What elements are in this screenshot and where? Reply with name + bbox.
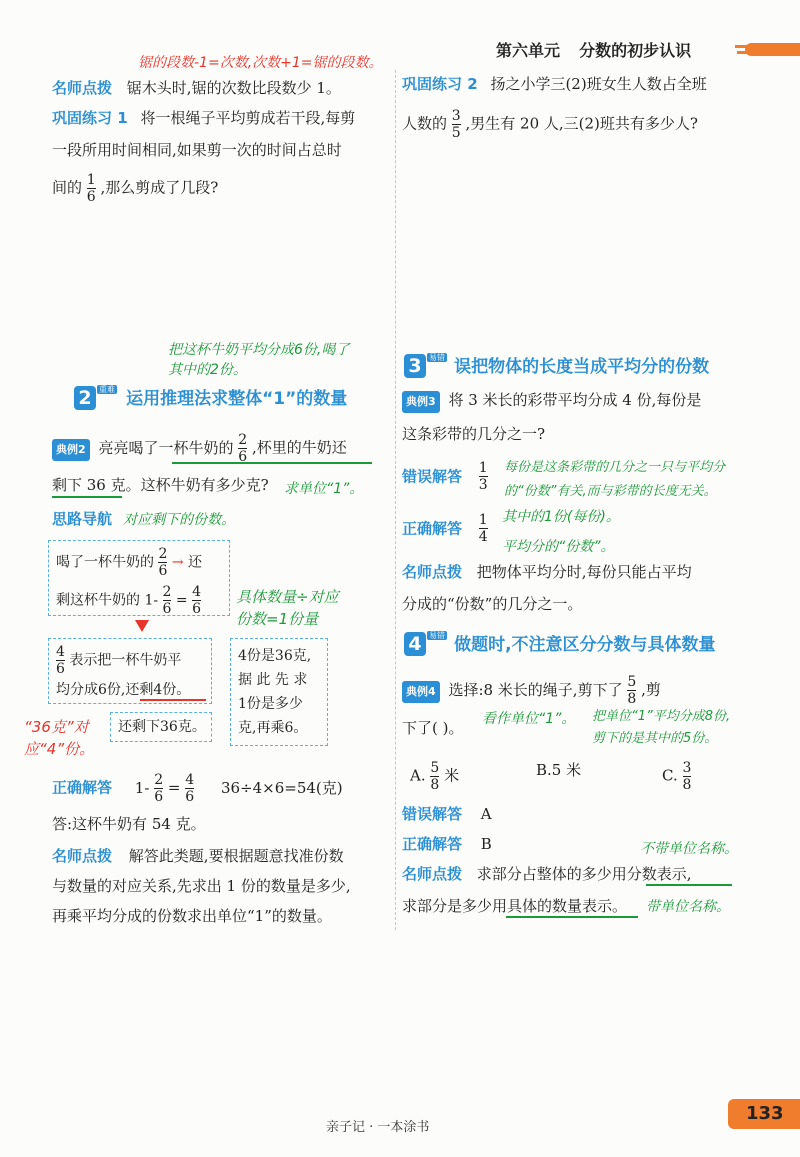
text: ,杯里的牛奶还 — [251, 438, 347, 457]
think-label: 思路导航 — [52, 510, 113, 528]
fraction — [56, 644, 65, 677]
handwritten-note-right1: 其中的1份(每份)。 — [502, 509, 620, 525]
fraction — [627, 674, 636, 707]
handwritten-note-formula — [236, 586, 339, 630]
tip-label: 名师点拨 — [402, 563, 463, 581]
denominator: 6 — [56, 661, 65, 677]
underline — [506, 916, 638, 918]
equals: = — [167, 778, 181, 797]
page-number — [728, 1099, 800, 1129]
text: 1- — [134, 778, 150, 797]
fraction — [192, 584, 201, 617]
example-2-line2: 剩下 36 克。这杯牛奶有多少克? — [52, 476, 269, 494]
text: “36克”对 — [24, 718, 89, 736]
wrong-answer-3 — [402, 460, 488, 493]
fraction — [154, 772, 163, 805]
box3-text: 还剩下36克。 — [118, 719, 206, 735]
section-title: 做题时,不注意区分分数与具体数量 — [454, 635, 716, 655]
page-number-text: 133 — [746, 1103, 784, 1124]
section-tag: 易错 — [429, 631, 445, 640]
text: 将 3 米长的彩带平均分成 4 份,每份是 — [448, 391, 702, 409]
tip-label: 名师点拨 — [402, 865, 463, 883]
handwritten-note-noname: 不带单位名称。 — [640, 841, 738, 857]
denominator: 8 — [430, 777, 440, 793]
underline — [140, 699, 206, 701]
answer-line: 答:这杯牛奶有 54 克。 — [52, 815, 206, 833]
tip-3-line2: 分成的“份数”的几分之一。 — [402, 595, 583, 613]
text: 每份是这条彩带的几分之一只与平均分 — [504, 460, 726, 475]
section-number: 4 — [404, 632, 426, 656]
numerator: 1 — [86, 172, 96, 188]
right-label: 正确解答 — [402, 835, 463, 853]
text: 据 此 先 求 — [238, 672, 308, 688]
tip-1 — [52, 78, 341, 98]
exercise-text: 将一根绳子平均剪成若干段,每剪 — [140, 109, 356, 127]
correct-answer — [52, 772, 343, 805]
handwritten-note-name: 带单位名称。 — [646, 899, 730, 915]
text: 喝了一杯牛奶的 — [56, 554, 154, 571]
handwritten-note-right2: 平均分的“份数”。 — [502, 539, 615, 555]
text: 人数的 — [402, 114, 448, 133]
text: 36÷4×6=54(克) — [220, 778, 343, 797]
tip-4-line1 — [402, 864, 692, 884]
denominator: 6 — [185, 789, 195, 805]
wrong-label: 错误解答 — [402, 805, 463, 823]
answer-value: B — [480, 835, 492, 853]
fraction — [683, 760, 692, 793]
box1-line1 — [56, 546, 202, 579]
example-4-line1 — [402, 674, 661, 707]
text: 扬之小学三(2)班女生人数占全班 — [490, 75, 707, 93]
denominator: 8 — [627, 691, 637, 707]
section-2-heading — [74, 384, 347, 410]
text: 的“份数”有关,而与彩带的长度无关。 — [504, 484, 717, 499]
fraction — [430, 760, 439, 793]
text: 4份是36克, — [238, 648, 312, 664]
denominator: 3 — [478, 477, 488, 493]
numerator: 2 — [158, 546, 168, 562]
example-3-line1 — [402, 390, 701, 413]
wrong-answer-4 — [402, 804, 492, 824]
denominator: 8 — [682, 777, 692, 793]
numerator: 4 — [185, 772, 195, 788]
denominator: 6 — [86, 189, 96, 205]
text: 把单位“1”平均分成8份, — [592, 709, 731, 724]
header-title: 分数的初步认识 — [579, 41, 692, 60]
numerator: 4 — [56, 644, 65, 660]
numerator: 2 — [238, 432, 248, 448]
right-answer-4 — [402, 834, 492, 854]
column-divider — [395, 70, 396, 930]
fraction — [163, 584, 172, 617]
numerator: 5 — [430, 760, 440, 776]
text: 间的 — [52, 178, 83, 197]
fraction — [158, 546, 167, 579]
text: 具体数量÷对应 — [236, 588, 339, 606]
underline — [52, 496, 122, 498]
text: 1份是多少 — [238, 696, 303, 712]
text: 份数=1份量 — [236, 610, 319, 628]
text: 克,再乘6。 — [238, 720, 308, 736]
box2-line1 — [56, 644, 181, 677]
fraction — [87, 172, 96, 205]
fraction — [479, 512, 488, 545]
arrow-right-icon: → — [171, 554, 184, 571]
section-number: 3 — [404, 354, 426, 378]
tip-text: 锯木头时,锯的次数比段数少 1。 — [126, 79, 341, 97]
text: 选择:8 米长的绳子,剪下了 — [448, 680, 623, 699]
text: A. — [410, 766, 426, 785]
text: 亮亮喝了一杯牛奶的 — [98, 438, 234, 457]
fraction — [479, 460, 488, 493]
numerator: 3 — [451, 108, 461, 124]
denominator: 6 — [238, 449, 248, 465]
text: 米 — [444, 766, 460, 785]
tip-label: 名师点拨 — [52, 79, 113, 97]
section-title: 运用推理法求整体“1”的数量 — [126, 389, 348, 409]
tip-2-line2: 与数量的对应关系,先求出 1 份的数量是多少, — [52, 877, 351, 895]
right-answer-3 — [402, 512, 488, 545]
handwritten-note: 锯的段数-1=次数,次数+1=锯的段数。 — [138, 55, 383, 71]
thinking-guide — [52, 508, 235, 529]
section-tag: 易错 — [429, 353, 445, 362]
denominator: 6 — [162, 601, 172, 617]
text: 求部分占整体的多少用分数表示, — [476, 865, 692, 883]
exercise-1-line2: 一段所用时间相同,如果剪一次的时间占总时 — [52, 141, 342, 159]
handwritten-note-sec2: 把这杯牛奶平均分成6份,喝了其中的2份。 — [168, 342, 350, 378]
handwritten-note-wrong — [504, 456, 725, 504]
example-3-line2: 这条彩带的几分之一? — [402, 425, 546, 443]
tip-label: 名师点拨 — [52, 847, 113, 865]
section-number: 2 — [74, 386, 96, 410]
numerator: 4 — [192, 584, 202, 600]
section-title: 误把物体的长度当成平均分的份数 — [454, 357, 710, 377]
section-4-heading — [404, 630, 716, 656]
box4-text — [238, 644, 311, 740]
exercise-2-line1 — [402, 74, 707, 94]
header-unit-title — [496, 38, 691, 61]
exercise-label: 巩固练习 2 — [402, 75, 478, 93]
arrow-down-icon — [135, 620, 149, 632]
text: ,那么剪成了几段? — [100, 178, 219, 197]
exercise-1-line1 — [52, 108, 355, 128]
numerator: 1 — [478, 512, 488, 528]
text: 把物体平均分时,每份只能占平均 — [476, 563, 692, 581]
example-2-line1 — [52, 432, 347, 465]
example-tag: 典例3 — [402, 391, 440, 413]
text: 解答此类题,要根据题意找准份数 — [128, 847, 344, 865]
denominator: 4 — [478, 529, 488, 545]
exercise-label: 巩固练习 1 — [52, 109, 128, 127]
box2-line2: 均分成6份,还剩4份。 — [56, 682, 191, 698]
exercise-1-line3 — [52, 172, 218, 205]
denominator: 5 — [451, 125, 461, 141]
tip-4-line2: 求部分是多少用具体的数量表示。 — [402, 897, 628, 915]
header-decoration — [735, 38, 800, 62]
example-4-line2: 下了( )。 — [402, 719, 464, 737]
tip-2-line3: 再乘平均分成的份数求出单位“1”的数量。 — [52, 907, 332, 925]
footer-text: 亲子记 · 一本涂书 — [326, 1120, 430, 1135]
option-b: B.5 米 — [536, 761, 582, 779]
numerator: 2 — [154, 772, 164, 788]
fraction — [452, 108, 461, 141]
answer-value: A — [480, 805, 492, 823]
box1-line2 — [56, 584, 201, 617]
handwritten-note-unit: 求单位“1”。 — [284, 481, 364, 497]
option-a — [410, 760, 459, 793]
handwritten-note-36 — [24, 716, 94, 760]
header-unit: 第六单元 — [496, 41, 561, 60]
tip-3-line1 — [402, 562, 692, 582]
underline — [646, 884, 732, 886]
numerator: 2 — [162, 584, 172, 600]
text: 表示把一杯牛奶平 — [69, 652, 182, 669]
section-tag: 重难 — [99, 385, 115, 394]
numerator: 3 — [682, 760, 692, 776]
handwritten-think: 对应剩下的份数。 — [123, 512, 236, 528]
equals: = — [175, 592, 188, 609]
right-label: 正确解答 — [402, 519, 463, 538]
option-c — [662, 760, 691, 793]
tip-2-line1 — [52, 846, 344, 866]
wrong-label: 错误解答 — [402, 467, 463, 486]
section-3-heading — [404, 352, 709, 378]
fraction — [238, 432, 247, 465]
numerator: 1 — [478, 460, 488, 476]
exercise-2-line2 — [402, 108, 698, 141]
text: C. — [662, 766, 678, 785]
text: ,剪 — [641, 680, 661, 699]
denominator: 6 — [154, 789, 164, 805]
text: 剩这杯牛奶的 1- — [56, 592, 159, 609]
underline — [172, 462, 372, 464]
answer-label: 正确解答 — [52, 778, 113, 797]
handwritten-note-ex4a: 看作单位“1”。 — [482, 711, 576, 727]
text: 还 — [188, 554, 203, 571]
text: 应“4”份。 — [24, 740, 95, 758]
numerator: 5 — [627, 674, 637, 690]
example-tag: 典例4 — [402, 681, 440, 703]
text: ,男生有 20 人,三(2)班共有多少人? — [465, 114, 698, 133]
example-tag: 典例2 — [52, 439, 90, 461]
text: 剪下的是其中的5份。 — [592, 731, 718, 746]
denominator: 6 — [192, 601, 202, 617]
fraction — [185, 772, 194, 805]
denominator: 6 — [158, 563, 168, 579]
handwritten-note-ex4b — [592, 706, 730, 750]
